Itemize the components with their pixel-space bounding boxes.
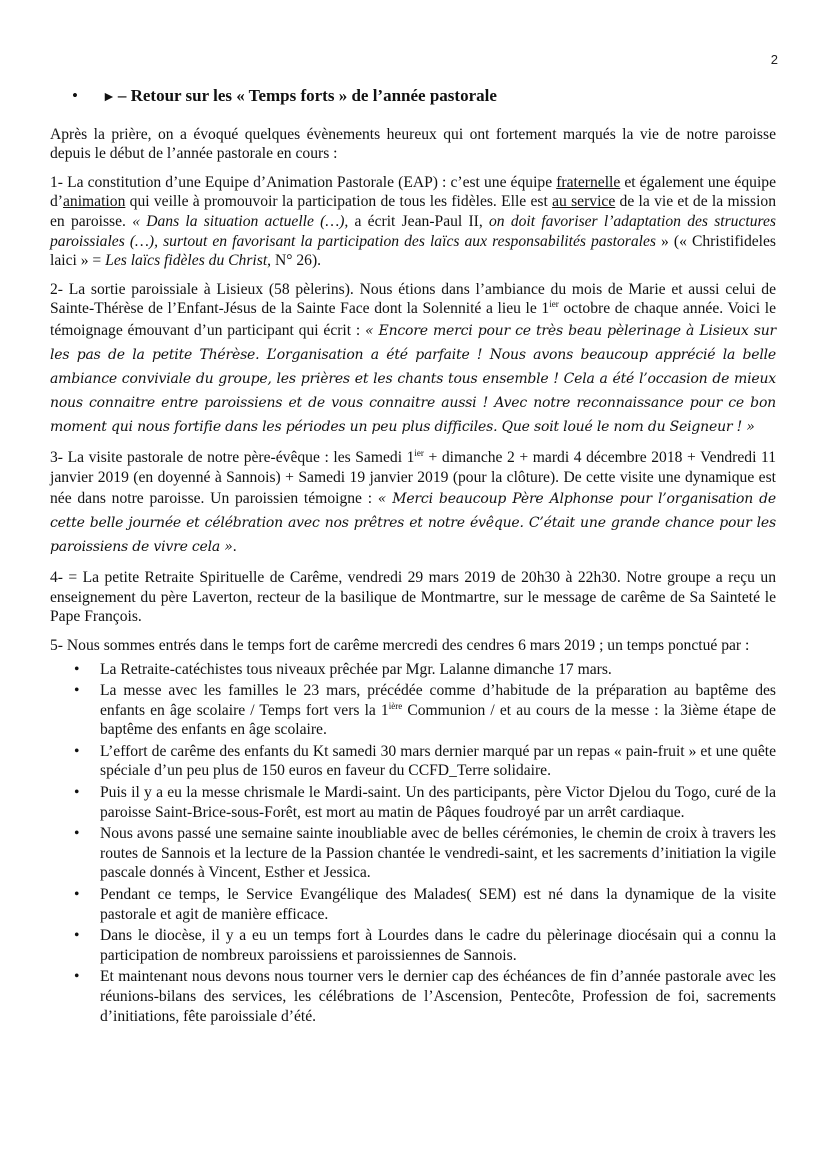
bullet-icon: • — [74, 784, 80, 802]
item-1-paragraph — [50, 173, 776, 271]
document-body — [50, 86, 776, 1028]
list-item-text: Nous avons passé une semaine sainte inoubliable avec de belles cérémonies, le chemin de croix à travers les routes de Sannois et la lecture de la Passion chantée le vendredi-saint, et les sacrements d’initiation la vigile pascale donnés à Vincent, Esther et Jessica. — [100, 825, 776, 882]
list-item-text: Dans le diocèse, il y a eu un temps fort à Lourdes dans le cadre du pèlerinage diocésain qui a connu la participation de nombreux paroissiens et paroissiennes de Sannois. — [100, 927, 776, 964]
quote-italic: « Dans la situation actuelle (…), — [132, 212, 349, 230]
page-number: 2 — [770, 52, 778, 67]
title-italic: Les laïcs fidèles du Christ — [105, 252, 268, 270]
section-heading-text: – Retour sur les « Temps forts » de l’année pastorale — [117, 86, 497, 105]
text-run: + dimanche 2 + mardi 4 décembre 2018 + Vendredi 11 janvier 2019 (en doyenné à Sannois) + Samedi 19 janvier 2019 (pour la clôture). De cette visite une dynamique est née dans notre paroisse. Un paroissien témoigne : — [50, 448, 776, 508]
list-item — [50, 783, 776, 822]
list-item — [50, 681, 776, 740]
text-run: octobre de chaque année. Voici le témoignage émouvant d’un participant qui écrit : — [50, 300, 776, 339]
text-run: » (« Christifideles laici » = — [50, 232, 776, 270]
text-run: 1- La constitution d’une Equipe d’Animation Pastorale (EAP) : c’est une équipe — [50, 173, 557, 191]
list-item-text: La messe avec les familles le 23 mars, précédée comme d’habitude de la préparation au baptême des enfants en âge scolaire / Temps fort vers la 1 — [100, 682, 776, 719]
list-item-text: L’effort de carême des enfants du Kt samedi 30 mars dernier marqué par un repas « pain-fruit » et une quête spéciale d’un peu plus de 150 euros en faveur du CCFD_Terre solidaire. — [100, 742, 776, 780]
bullet-icon: • — [74, 660, 80, 678]
intro-paragraph: Après la prière, on a évoqué quelques évènements heureux qui ont fortement marqués la vie de notre paroisse depuis le début de l’année pastorale en cours : — [50, 125, 776, 163]
list-item — [50, 967, 776, 1026]
section-heading — [72, 86, 776, 108]
list-item — [50, 926, 776, 965]
list-item — [50, 742, 776, 781]
superscript: ier — [549, 299, 559, 310]
text-run: 3- La visite pastorale de notre père-évêque : les Samedi 1 — [50, 448, 415, 466]
underlined-au-service: au service — [552, 193, 616, 211]
arrow-right-icon: ► — [102, 90, 116, 105]
text-run: . — [232, 538, 237, 556]
text-run: et également une équipe d’ — [50, 173, 776, 211]
testimony-quote: « Encore merci pour ce très beau pèlerinage à Lisieux sur les pas de la petite Thérèse. L’organisation a été parfaite ! Nous avons beaucoup apprécié la belle ambiance conviviale du groupe, les prières et les chants tous ensemble ! Cela a été l’occasion de mieux nous connaitre entre paroissiens et de vous connaitre aussi ! Avec notre reconnaissance pour ce bon moment qui nous fortifie dans les périodes un peu plus difficiles. Que soit loué le nom du Seigneur ! » — [50, 322, 777, 435]
events-list — [50, 660, 776, 1027]
text-run: a écrit Jean-Paul II, — [348, 212, 489, 230]
bullet-icon: • — [74, 682, 80, 700]
item-2-paragraph — [50, 280, 776, 439]
list-item-text: Et maintenant nous devons nous tourner vers le dernier cap des échéances de fin d’année pastorale avec les réunions-bilans des services, les célébrations de l’Ascension, Pentecôte, Profession de foi, sacrements d’initiations, fête paroissiale d’été. — [100, 968, 776, 1025]
bullet-icon: • — [74, 927, 80, 945]
item-3-paragraph — [50, 448, 776, 559]
bullet-icon: • — [74, 886, 80, 904]
bullet-icon: • — [74, 968, 80, 986]
list-item — [50, 824, 776, 883]
bullet-icon: • — [72, 86, 78, 105]
item-5-intro: 5- Nous sommes entrés dans le temps fort de carême mercredi des cendres 6 mars 2019 ; un temps ponctué par : — [50, 636, 750, 654]
text-run: 2- La sortie paroissiale à Lisieux (58 pèlerins). Nous étions dans l’ambiance du mois de Marie et aussi celui de Sainte-Thérèse de l’Enfant-Jésus de la Sainte Face dont la Solennité a lieu le 1 — [50, 280, 776, 318]
underlined-fraternelle: fraternelle — [556, 173, 621, 191]
quote-italic: on doit favoriser l’adaptation des structures paroissiales (…), surtout en favorisant la participation des laïcs aux responsabilités pastorales — [50, 212, 777, 250]
item-4-paragraph: 4- = La petite Retraite Spirituelle de Carême, vendredi 29 mars 2019 de 20h30 à 22h30. Notre groupe a reçu un enseignement du père Laverton, recteur de la basilique de Montmartre, sur le message de carême de Sa Sainteté le Pape François. — [50, 569, 776, 626]
list-item — [50, 885, 776, 924]
text-run: qui veille à promouvoir la participation de tous les fidèles. Elle est — [125, 193, 553, 211]
superscript: ière — [388, 700, 403, 711]
underlined-animation: animation — [63, 193, 126, 211]
list-item-text: Communion / et au cours de la messe : la 3ième étape de baptême des enfants en âge scolaire. — [100, 701, 776, 739]
list-item-text: Puis il y a eu la messe chrismale le Mardi-saint. Un des participants, père Victor Djelou du Togo, curé de la paroisse Saint-Brice-sous-Forêt, est mort au matin de Pâques foudroyé par un arrêt cardiaque. — [100, 784, 776, 821]
testimony-quote: « Merci beaucoup Père Alphonse pour l’organisation de cette belle journée et célébration avec nos prêtres et notre évêque. C’était une grande chance pour les paroissiens de vivre cela » — [50, 491, 777, 556]
superscript: ier — [414, 447, 424, 458]
list-item-text: La Retraite-catéchistes tous niveaux prêchée par Mgr. Lalanne dimanche 17 mars. — [100, 660, 612, 678]
list-item-text: Pendant ce temps, le Service Evangélique des Malades( SEM) est né dans la dynamique de la visite pastorale et agit de manière efficace. — [100, 886, 776, 923]
text-run: , N° 26). — [267, 252, 322, 270]
text-run: de la vie et de la mission en paroisse. — [50, 193, 776, 230]
bullet-icon: • — [74, 825, 80, 843]
list-item — [50, 660, 776, 680]
bullet-icon: • — [74, 742, 80, 760]
